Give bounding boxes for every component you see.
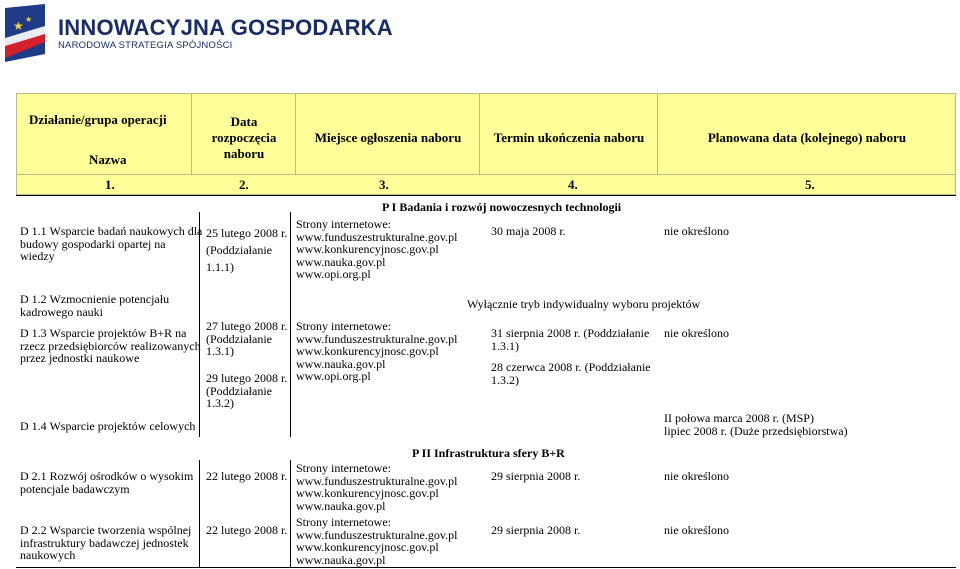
row-d11-start: 25 lutego 2008 r. (Poddziałanie 1.1.1): [206, 226, 288, 274]
column-number-1: 1.: [105, 177, 115, 192]
svg-text:★: ★: [13, 19, 24, 33]
row-d22-next: nie określono: [664, 523, 729, 537]
row-d22-name: D 2.2 Wsparcie tworzenia wspólnej infrastruktury badawczej jednostek naukowych: [20, 523, 192, 562]
row-d21-start: 22 lutego 2008 r.: [206, 469, 288, 483]
header-col5: [658, 93, 956, 175]
table-top-rule: [16, 195, 956, 196]
row-d13-end-2: 28 czerwca 2008 r. (Poddziałanie 1.3.2): [491, 360, 651, 387]
column-number-2: 2.: [239, 177, 249, 192]
eu-stars-logo: [5, 4, 45, 62]
row-d11-end: 30 maja 2008 r.: [491, 224, 566, 238]
column-number-4: 4.: [568, 177, 578, 192]
column-number-3: 3.: [379, 177, 389, 192]
header-col1-subtitle: Nazwa: [89, 152, 127, 167]
header-col4-label: Termin ukończenia naboru: [493, 130, 645, 145]
brand-subtitle: NARODOWA STRATEGIA SPÓJNOŚCI: [58, 40, 233, 51]
row-d22-end: 29 sierpnia 2008 r.: [491, 523, 581, 537]
row-d11-place: Strony internetowe: www.funduszestrukturalne.gov.pl www.konkurencyjnosc.gov.pl www.nauka.gov.pl www.opi.org.pl: [296, 217, 458, 281]
row-d13-next: nie określono: [664, 326, 729, 340]
table-bottom-rule: [16, 567, 956, 568]
col-divider-2b: [290, 460, 291, 567]
header-col5-label: Planowana data (kolejnego) naboru: [707, 130, 907, 145]
section-heading-p1: P I Badania i rozwój nowoczesnych technologii: [382, 200, 622, 214]
row-d13-start-2: 29 lutego 2008 r. (Poddziałanie 1.3.2): [206, 371, 288, 410]
section-heading-p2: P II Infrastruktura sfery B+R: [412, 446, 565, 460]
column-numbers-row: [16, 175, 956, 195]
row-d11-name: D 1.1 Wsparcie badań naukowych dla budowy gospodarki opartej na wiedzy: [20, 224, 203, 263]
header-col3-label: Miejsce ogłoszenia naboru: [314, 130, 462, 145]
brand-title: INNOWACYJNA GOSPODARKA: [58, 15, 393, 40]
header-col2-line3: naboru: [223, 146, 265, 161]
header-col1-title: Działanie/grupa operacji: [29, 112, 167, 127]
row-d21-name: D 2.1 Rozwój ośrodków o wysokim potencjale badawczym: [20, 469, 194, 496]
col-divider-1b: [199, 460, 200, 567]
svg-text:★: ★: [25, 15, 33, 24]
exclusive-mode-note: Wyłącznie tryb indywidualny wyboru projektów: [467, 297, 701, 311]
header-col2-line2: rozpoczęcia: [211, 130, 277, 145]
header-col1: [16, 93, 192, 175]
row-d14-name: D 1.4 Wsparcie projektów celowych: [20, 419, 196, 433]
row-d13-start-1: 27 lutego 2008 r. (Poddziałanie 1.3.1): [206, 319, 288, 358]
row-d21-next: nie określono: [664, 469, 729, 483]
row-d13-place: Strony internetowe: www.funduszestrukturalne.gov.pl www.konkurencyjnosc.gov.pl www.nauka.gov.pl www.opi.org.pl: [296, 319, 458, 383]
row-d21-place: Strony internetowe: www.funduszestrukturalne.gov.pl www.konkurencyjnosc.gov.pl www.nauka.gov.pl: [296, 461, 458, 513]
header-col4: [480, 93, 658, 175]
header-col2: [192, 93, 296, 175]
row-d11-next: nie określono: [664, 224, 729, 238]
row-d13-end-1: 31 sierpnia 2008 r. (Poddziałanie 1.3.1): [491, 326, 650, 353]
header-col2-line1: Data: [230, 114, 258, 129]
row-d21-end: 29 sierpnia 2008 r.: [491, 469, 581, 483]
row-d13-name: D 1.3 Wsparcie projektów B+R na rzecz przedsiębiorców realizowanych przez jednostki naukowe: [20, 326, 201, 365]
row-d12-name: D 1.2 Wzmocnienie potencjału kadrowego nauki: [20, 292, 170, 319]
column-number-5: 5.: [805, 177, 815, 192]
row-d22-place: Strony internetowe: www.funduszestrukturalne.gov.pl www.konkurencyjnosc.gov.pl www.nauka.gov.pl: [296, 515, 458, 567]
header-col3: [296, 93, 480, 175]
col-divider-2: [290, 212, 291, 437]
row-d14-next: II połowa marca 2008 r. (MSP) lipiec 2008 r. (Duże przedsiębiorstwa): [664, 411, 848, 438]
row-d22-start: 22 lutego 2008 r.: [206, 523, 288, 537]
